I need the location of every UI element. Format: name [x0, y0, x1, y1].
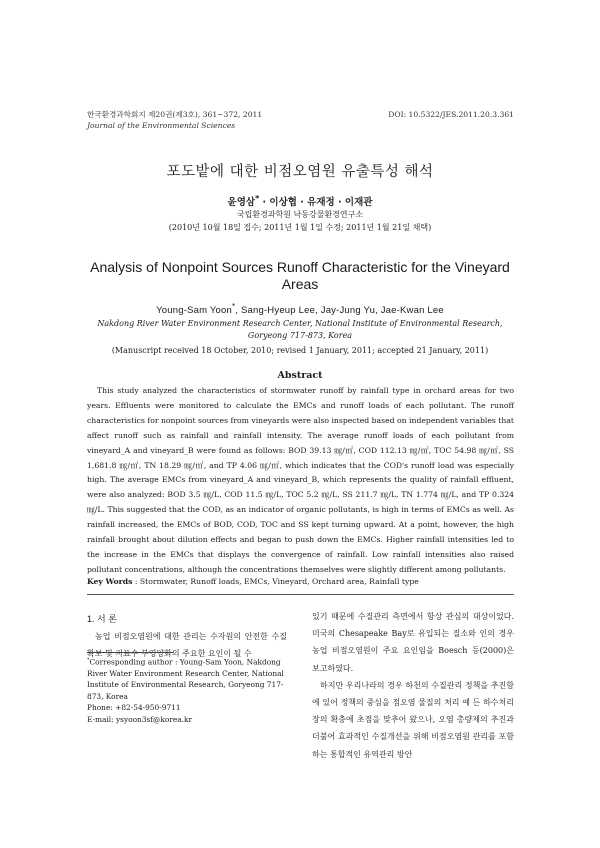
keywords-text: : Stormwater, Runoff loads, EMCs, Vineyard, Orchard area, Rainfall type: [132, 577, 419, 586]
footnote-corresponding-text: Corresponding author : Young-Sam Yoon, Nakdong River Water Environment Research Center, National Institute of Environmental Research, Goryeong 717-873, Korea: [87, 657, 284, 701]
corresponding-mark-en: *: [232, 302, 236, 311]
footnote-email: E-mail: ysyoon3sf@korea.kr: [87, 714, 193, 724]
authors-rest-en: , Sang-Hyeup Lee, Jay-Jung Yu, Jae-Kwan Lee: [235, 305, 444, 317]
running-header-left: [87, 109, 262, 131]
dates-korean: (2010년 10월 18일 접수; 2011년 1월 1일 수정; 2011년 1월 21일 채택): [168, 223, 432, 232]
section-divider: [87, 594, 514, 595]
section-heading-introduction: 1. 서 론: [87, 614, 117, 624]
manuscript-dates: (Manuscript received 18 October, 2010; revised 1 January, 2011; accepted 21 January, 2011): [111, 346, 489, 355]
institution-korean: 국립환경과학원 낙동강물환경연구소: [236, 210, 364, 219]
footnote-mark: *: [87, 657, 90, 663]
authors-rest-ko: · 이상협 · 유재정 · 이재관: [259, 197, 373, 209]
journal-name: Journal of the Environmental Sciences: [87, 121, 236, 130]
institution-english: Nakdong River Water Environment Research Center, National Institute of Environmental Research, Goryeong 717-873, Korea: [97, 319, 503, 340]
keywords: [87, 577, 514, 586]
footnote-corresponding: [87, 655, 297, 702]
corresponding-mark-ko: *: [255, 194, 260, 203]
keywords-label: Key Words: [87, 577, 133, 586]
footnote: [87, 655, 297, 725]
abstract-heading: Abstract: [277, 370, 323, 381]
title-english: Analysis of Nonpoint Sources Runoff Characteristic for the Vineyard Areas: [90, 259, 510, 292]
intro-paragraph-left: 농업 비점오염원에 대한 관리는 수자원의 안전한 수질확보 및 지표수 부영양화의 주요한 요인이 될 수: [87, 632, 287, 659]
intro-paragraph-right-1: 있기 때문에 수질관리 측면에서 항상 관심의 대상이었다. 미국의 Chesapeake Bay로 유입되는 질소와 인의 경우 농업 비점오염원이 주요 요인임을 Boesch 등(2000)은 보고하였다.: [312, 612, 514, 673]
authors-korean: [0, 194, 600, 208]
abstract-body: [87, 384, 514, 578]
intro-right-column: [312, 608, 514, 763]
journal-reference: 한국환경과학회지 제20권(제3호), 361∼372, 2011: [87, 110, 263, 119]
authors-english: [0, 302, 600, 316]
footnote-phone: Phone: +82-54-950-9711: [87, 703, 181, 713]
footnote-rule: [87, 652, 173, 653]
doi-label: DOI: 10.5322/JES.2011.20.3.361: [388, 110, 514, 119]
author-first-ko: 윤영삼: [227, 197, 256, 209]
author-first-en: Young-Sam Yoon: [156, 305, 232, 317]
intro-paragraph-right-2: 하지만 우리나라의 경우 하천의 수질관리 정책을 추진함에 있어 정책의 중심을 점오염 물질의 처리 예 든 하수처리장의 확충에 초점을 맞추어 왔으나, 오염 총량제의 추진과 더불어 효과적인 수질개선을 위해 비점오염원 관리를 포함하는 통합적인 유역관리 방안: [312, 680, 514, 759]
title-korean: 포도밭에 대한 비점오염원 유출특성 해석: [166, 164, 434, 180]
abstract-paragraph: This study analyzed the characteristics of stormwater runoff by rainfall type in orchard areas for two years. Effluents were monitored to calculate the EMCs and runoff loads of each pollutant. The runoff characteristics for nonpoint sources from vineyards were also inspected based on independent variables that affect runoff such as rainfall and rainfall intensity. The average runoff loads of each pollutant from vineyard_A and vineyard_B were found as follows: BOD 39.13 ㎎/㎡, COD 112.13 ㎎/㎡, TOC 54.98 ㎎/㎡, SS 1,681.8 ㎎/㎡, TN 18.29 ㎎/㎡, and TP 4.06 ㎎/㎡, which indicates that the COD's runoff load was especially high. The average EMCs from vineyard_A and vineyard_B, which represents the quality of rainfall effluent, were also analyzed: BOD 3.5 ㎎/L, COD 11.5 ㎎/L, TOC 5.2 ㎎/L, SS 211.7 ㎎/L, TN 1.774 ㎎/L, and TP 0.324 ㎎/L. This suggested that the COD, as an indicator of organic pollutants, is high in terms of EMCs as well. As rainfall increased, the EMCs of BOD, COD, TOC and SS kept turning upward. At a point, however, the high rainfall brought about dilution effects and began to push down the EMCs. Higher rainfall intensities led to the increase in the EMCs that displays the convergence of rainfall. Low rainfall intensities also raised pollutant concentrations, although the concentrations themselves were slightly different among pollutants.: [87, 386, 514, 574]
